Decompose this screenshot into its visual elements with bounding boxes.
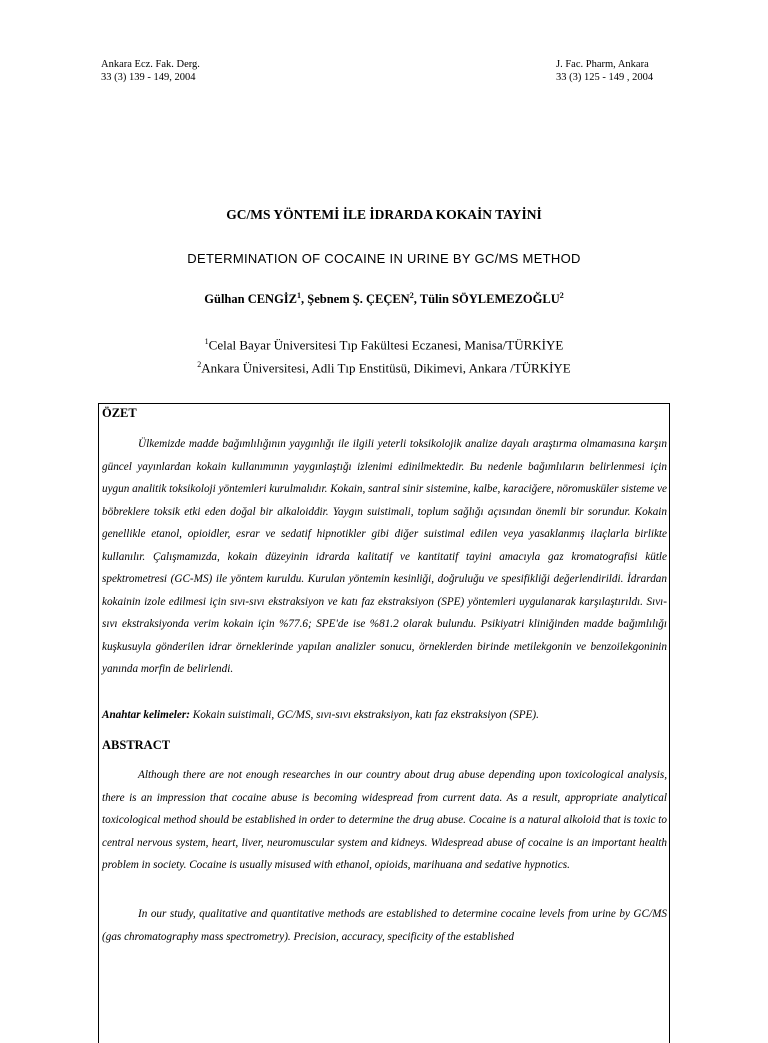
author-sup: 2 xyxy=(409,291,414,300)
affiliation-text: Celal Bayar Üniversitesi Tıp Fakültesi Eczanesi, Manisa/TÜRKİYE xyxy=(208,337,564,353)
journal-name-tr: Ankara Ecz. Fak. Derg. xyxy=(101,59,200,70)
journal-header-left xyxy=(101,58,200,84)
author-sep: , xyxy=(413,292,420,307)
author-list xyxy=(0,291,768,307)
abstract-paragraph-2: In our study, qualitative and quantitative methods are established to determine cocaine levels from urine by GC/MS (gas chromatography mass spectrometry). Precision, accuracy, specificity of the established xyxy=(102,908,667,943)
keywords-label: Anahtar kelimeler: xyxy=(102,709,190,721)
ozet-paragraph: Ülkemizde madde bağımlılığının yaygınlığı ile ilgili yeterli toksikolojik analize dayalı araştırma olmamasına karşın güncel yayınlardan kokain kullanımının yaygınlaştığı izlenimi edinilmektedir. Bu nedenle bağımlıların belirlenmesi için uygun analitik toksikoloji yöntemleri kurulmalıdır. Kokain, santral sinir sistemine, kalbe, karaciğere, nöromusküler sisteme ve böbreklere toksik etki eden doğal bir alkaloiddir. Yaygın suistimali, toplum sağlığı açısından önemli bir sorundur. Kokain genellikle etanol, opioidler, esrar ve sedatif hipnotikler gibi diğer suistimal edilen veya yasaklanmış ilaçlarla birlikte kullanılır. Çalışmamızda, kokain düzeyinin idrarda kalitatif ve kantitatif tayini amacıyla gaz kromatografisi kütle spektrometresi (GC-MS) ile yöntem kuruldu. Kurulan yöntemin kesinliği, doğruluğu ve spesifikliği değerlendirildi. İdrardan kokainin izole edilmesi için sıvı-sıvı ekstraksiyon ve katı faz ekstraksiyon (SPE) yöntemleri uygulanarak karşılaştırıldı. Sıvı-sıvı ekstraksiyonda verim kokain için %77.6; SPE'de ise %81.2 olarak bulundu. Psikiyatri kliniğinden madde bağımlılığı kuşkusuyla gönderilen idrar örneklerinde yapılan analizler sonucu, örneklerden birinde metilekgonin ve benzoilekgoninin yanında morfin de belirlendi. xyxy=(102,438,667,675)
journal-header-right xyxy=(556,58,653,84)
affiliation-1 xyxy=(0,337,768,353)
affiliation-text: Ankara Üniversitesi, Adli Tıp Enstitüsü, Dikimevi, Ankara /TÜRKİYE xyxy=(201,360,571,376)
keywords-line xyxy=(102,709,667,721)
abstract-paragraph-1: Although there are not enough researches in our country about drug abuse depending upon toxicological analysis, there is an impression that cocaine abuse is becoming widespread from current data. As a result, appropriate analytical toxicological method should be established in order to determine the drug abuse. Cocaine is a natural alkoloid that is toxic to central nervous system, heart, liver, neuromuscular system and kidneys. Widespread abuse of cocaine is an important health problem in society. Cocaine is usually misused with ethanol, opioids, marihuana and sedative hypnotics. xyxy=(102,769,667,871)
paper-subtitle: DETERMINATION OF COCAINE IN URINE BY GC/MS METHOD xyxy=(187,251,581,266)
author-name: Gülhan CENGİZ xyxy=(204,292,298,307)
affiliation-sup: 2 xyxy=(197,360,202,369)
abstract-box xyxy=(98,403,670,1043)
affiliation-2 xyxy=(0,360,768,376)
author-name: Şebnem Ş. ÇEÇEN xyxy=(307,292,410,307)
author-sep: , xyxy=(301,292,308,307)
journal-volume-en: 33 (3) 125 - 149 , 2004 xyxy=(556,72,654,83)
keywords-text: Kokain suistimali, GC/MS, sıvı-sıvı ekstraksiyon, katı faz ekstraksiyon (SPE). xyxy=(189,709,539,721)
author-name: Tülin SÖYLEMEZOĞLU xyxy=(419,292,560,307)
journal-name-en: J. Fac. Pharm, Ankara xyxy=(556,59,649,70)
author-sup: 1 xyxy=(297,291,302,300)
affiliation-sup: 1 xyxy=(204,337,209,346)
journal-volume-tr: 33 (3) 139 - 149, 2004 xyxy=(101,72,196,83)
ozet-heading: ÖZET xyxy=(102,406,137,420)
abstract-heading: ABSTRACT xyxy=(102,738,171,752)
author-sup: 2 xyxy=(559,291,564,300)
paper-title: GC/MS YÖNTEMİ İLE İDRARDA KOKAİN TAYİNİ xyxy=(226,207,542,222)
